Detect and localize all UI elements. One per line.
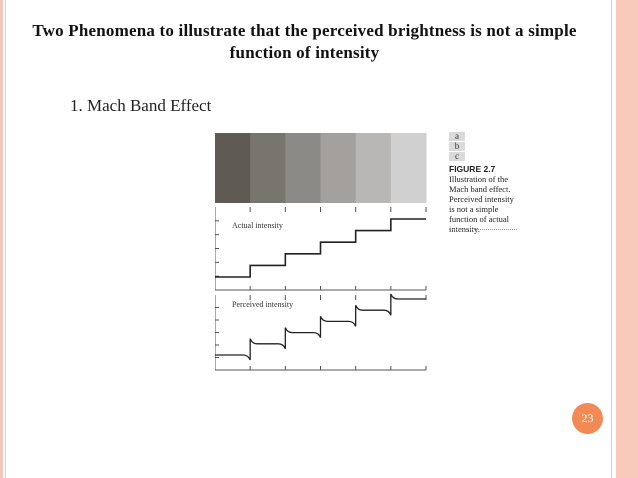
- actual-intensity-plot: [215, 207, 426, 290]
- actual-intensity-label: Actual intensity: [232, 221, 283, 230]
- intensity-band: [285, 133, 321, 203]
- intensity-bands: [215, 133, 427, 203]
- left-border-line: [5, 0, 6, 478]
- figure-caption: [449, 164, 517, 234]
- right-border-line: [611, 0, 612, 478]
- perceived-intensity-plot: [215, 294, 426, 370]
- slide-subtitle: 1. Mach Band Effect: [70, 96, 212, 115]
- panel-label-c: c: [449, 152, 465, 161]
- slide-title: Two Phenomena to illustrate that the perceived brightness is not a simple function of intensity: [32, 21, 577, 62]
- perceived-intensity-label: Perceived intensity: [232, 300, 294, 309]
- caption-divider: [449, 229, 517, 230]
- intensity-band: [356, 133, 392, 203]
- figure-number: FIGURE 2.7: [449, 164, 496, 174]
- figure-panel-labels: [449, 132, 465, 162]
- figure-caption-text: Illustration of the Mach band effect. Perceived intensity is not a simple function of actual intensity.: [449, 174, 514, 234]
- mach-band-figure: [215, 133, 430, 373]
- panel-label-b: b: [449, 142, 465, 151]
- intensity-band: [215, 133, 251, 203]
- page-number-badge: 23: [572, 403, 603, 434]
- intensity-band: [250, 133, 286, 203]
- panel-label-a: a: [449, 132, 465, 141]
- intensity-band: [391, 133, 427, 203]
- right-border-stripe: [616, 0, 638, 478]
- intensity-band: [321, 133, 357, 203]
- left-border-stripe: [0, 0, 3, 478]
